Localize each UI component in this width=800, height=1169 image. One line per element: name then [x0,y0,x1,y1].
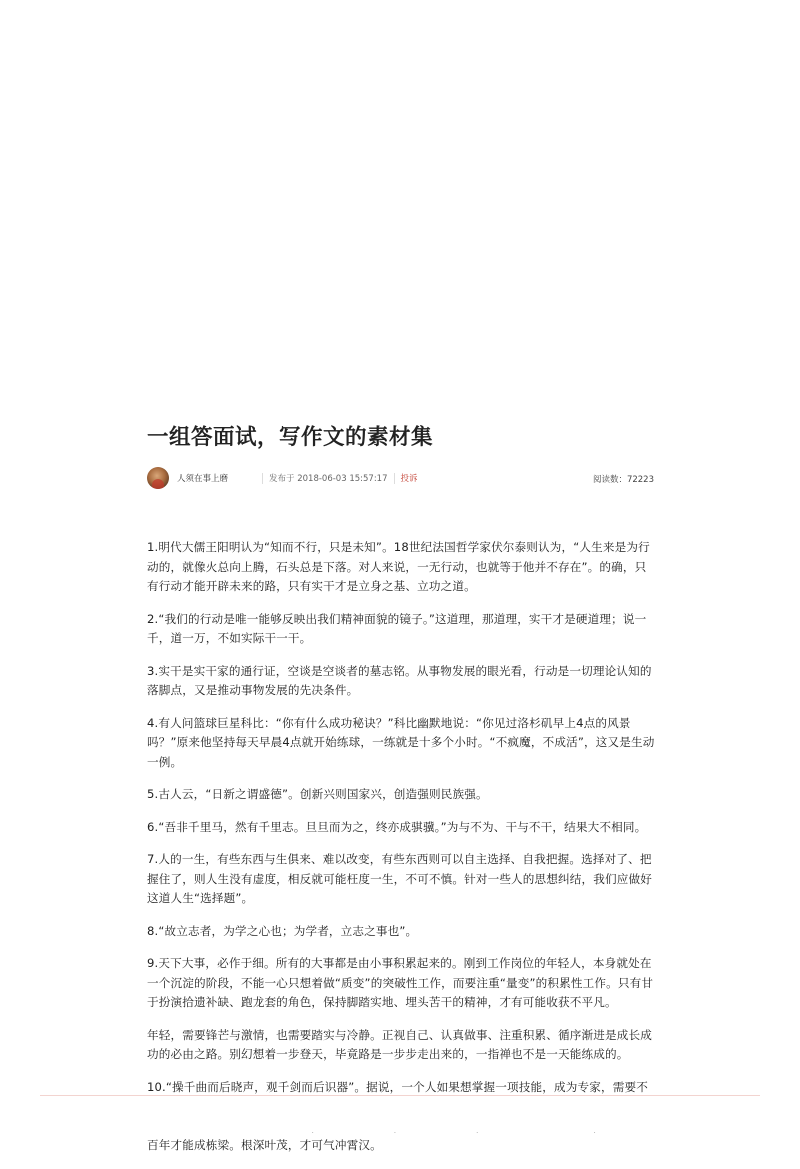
paragraph: 4.有人问篮球巨星科比：“你有什么成功秘诀？”科比幽默地说：“你见过洛杉矶早上4点的风景吗？”原来他坚持每天早晨4点就开始练球，一练就是十多个小时。“不疯魔，不成活”，这又是生动一例。 [147,715,655,769]
article-header [147,422,657,490]
paragraph: 3.实干是实干家的通行证，空谈是空谈者的墓志铭。从事物发展的眼光看，行动是一切理论认知的落脚点，又是推动事物发展的先决条件。 [147,663,652,697]
paragraph: 2.“我们的行动是唯一能够反映出我们精神面貌的镜子。”这道理，那道理，实干才是硬道理；说一千，道一万，不如实际干一干。 [147,611,647,645]
report-link[interactable]: 投诉 [400,474,418,484]
paragraph: 年轻，需要锋芒与激情，也需要踏实与冷静。正视自己、认真做事、注重积累、循序渐进是成长成功的必由之路。别幻想着一步登天，毕竟路是一步步走出来的，一指禅也不是一天能练成的。 [147,1027,652,1061]
paragraph: 5.古人云，“日新之谓盛德”。创新兴则国家兴，创造强则民族强。 [147,787,488,801]
article-title: 一组答面试，写作文的素材集 [147,425,434,450]
author-name[interactable]: 人须在事上磨 [177,474,229,484]
paragraph: 7.人的一生，有些东西与生俱来、难以改变，有些东西则可以自主选择、自我把握。选择对了、把握住了，则人生没有虚度，相反就可能枉度一生，不可不慎。针对一些人的思想纠结，我们应做好这道人生“选择题”。 [147,852,652,905]
page-bottom-mask [0,1096,800,1132]
article-body [147,538,657,1169]
read-count: 阅读数：72223 [592,475,654,485]
article-meta [147,466,657,490]
paragraph: 1.明代大儒王阳明认为“知而不行，只是未知”。18世纪法国哲学家伏尔泰则认为，“人生来是为行动的，就像火总向上腾，石头总是下落。对人来说，一无行动，也就等于他并不存在”。的确，只有行动才能开辟未来的路，只有实干才是立身之基、立功之道。 [147,540,650,593]
meta-divider [394,473,395,484]
paragraph: 10.“操千曲而后晓声，观千剑而后识器”。据说，一个人如果想掌握一项技能，成为专家，需要不 百年才能成栋梁。根深叶茂，才可气冲霄汉。 [147,1079,648,1152]
paragraph: 8.“故立志者，为学之心也；为学者，立志之事也”。 [147,923,418,938]
publish-date: 发布于 2018-06-03 15:57:17 [269,474,388,484]
meta-divider [262,473,263,484]
paragraph: 6.“吾非千里马，然有千里志。旦旦而为之，终亦成骐骥。”为与不为、干与不干，结果大不相同。 [147,819,647,834]
author-avatar[interactable] [147,467,169,489]
paragraph: 9.天下大事，必作于细。所有的大事都是由小事积累起来的。刚到工作岗位的年轻人，本身就处在一个沉淀的阶段，不能一心只想着做“质变”的突破性工作，而要注重“量变”的积累性工作。只有甘于扮演拾遗补缺、跑龙套的角色，保持脚踏实地、埋头苦干的精神，才有可能收获不平凡。 [147,956,654,1009]
